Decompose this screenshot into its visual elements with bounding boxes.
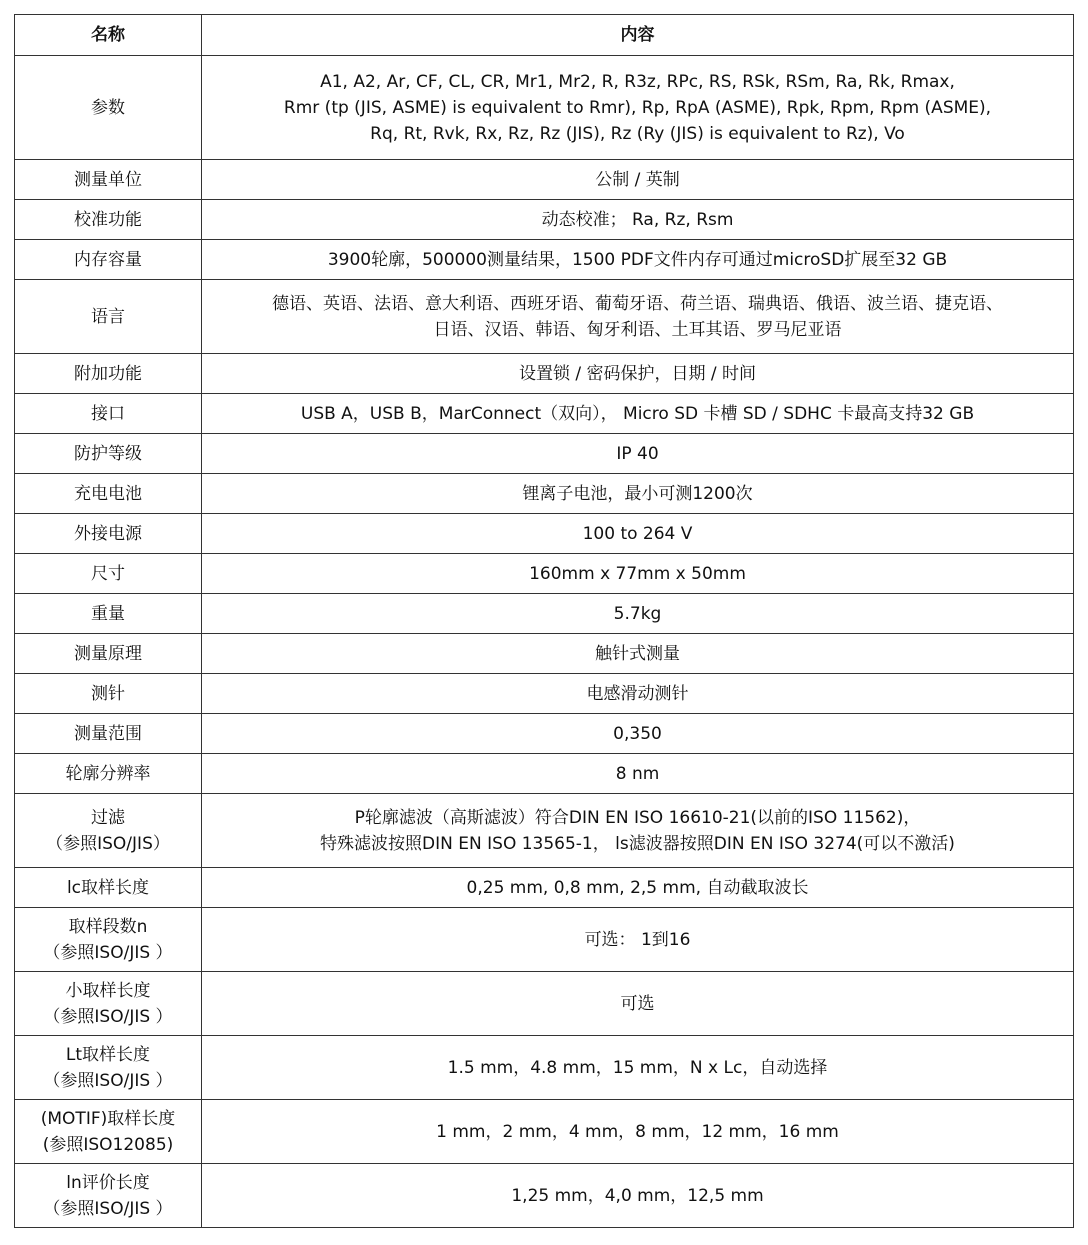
row-content-line: 动态校准； Ra, Rz, Rsm xyxy=(541,209,734,230)
table-row xyxy=(15,1100,1074,1164)
row-content-line: 8 nm xyxy=(615,763,660,784)
row-content-line: A1, A2, Ar, CF, CL, CR, Mr1, Mr2, R, R3z, RPc, RS, RSk, RSm, Ra, Rk, Rmax, xyxy=(320,71,955,92)
row-name-line: 取样段数n xyxy=(68,916,148,937)
row-name-line: 接口 xyxy=(91,403,125,424)
row-name-line: ln评价长度 xyxy=(66,1172,150,1193)
spec-table xyxy=(14,14,1074,1228)
row-name-line: （参照ISO/JIS ） xyxy=(43,1006,173,1027)
row-name-cell xyxy=(15,354,202,394)
row-content-line: 可选： 1到16 xyxy=(584,929,691,950)
row-content-line: 锂离子电池，最小可测1200次 xyxy=(522,483,753,504)
row-content-line: 设置锁 / 密码保护，日期 / 时间 xyxy=(518,363,757,384)
row-content-cell xyxy=(202,754,1074,794)
table-row xyxy=(15,434,1074,474)
row-content-cell xyxy=(202,280,1074,354)
spec-table-wrapper xyxy=(14,14,1074,1228)
row-name-cell xyxy=(15,280,202,354)
row-name-line: 轮廓分辨率 xyxy=(65,763,151,784)
row-name-cell xyxy=(15,754,202,794)
table-row xyxy=(15,714,1074,754)
table-row xyxy=(15,1036,1074,1100)
row-name-cell xyxy=(15,972,202,1036)
row-content-line: 0,25 mm, 0,8 mm, 2,5 mm, 自动截取波长 xyxy=(466,877,809,898)
row-name-cell xyxy=(15,160,202,200)
row-content-cell xyxy=(202,56,1074,160)
row-name-cell xyxy=(15,594,202,634)
row-name-line: 语言 xyxy=(91,306,125,327)
row-name-line: 测量单位 xyxy=(74,169,142,190)
row-content-line: 德语、英语、法语、意大利语、西班牙语、葡萄牙语、荷兰语、瑞典语、俄语、波兰语、捷克语、 xyxy=(272,293,1003,314)
row-content-line: Rmr (tp (JIS, ASME) is equivalent to Rmr), Rp, RpA (ASME), Rpk, Rpm, Rpm (ASME), xyxy=(283,97,992,118)
row-content-cell xyxy=(202,434,1074,474)
row-name-line: （参照ISO/JIS ） xyxy=(43,1198,173,1219)
row-content-cell xyxy=(202,972,1074,1036)
header-name-cell: 名称 xyxy=(15,15,202,56)
row-name-cell xyxy=(15,200,202,240)
row-content-cell xyxy=(202,474,1074,514)
row-name-cell xyxy=(15,240,202,280)
row-name-cell xyxy=(15,56,202,160)
row-name-cell xyxy=(15,394,202,434)
row-name-line: （参照ISO/JIS ） xyxy=(43,942,173,963)
row-name-line: 测量范围 xyxy=(74,723,142,744)
table-row xyxy=(15,56,1074,160)
table-row xyxy=(15,794,1074,868)
row-content-cell xyxy=(202,514,1074,554)
row-content-cell xyxy=(202,394,1074,434)
table-row xyxy=(15,514,1074,554)
row-name-cell xyxy=(15,434,202,474)
row-content-line: 日语、汉语、韩语、匈牙利语、土耳其语、罗马尼亚语 xyxy=(433,319,842,340)
row-name-line: 校准功能 xyxy=(74,209,142,230)
row-content-cell xyxy=(202,160,1074,200)
row-name-line: 重量 xyxy=(91,603,125,624)
row-content-line: 可选 xyxy=(620,993,655,1014)
row-name-cell xyxy=(15,908,202,972)
row-content-line: 5.7kg xyxy=(613,603,662,624)
row-name-line: 外接电源 xyxy=(74,523,142,544)
table-row xyxy=(15,868,1074,908)
row-name-line: 防护等级 xyxy=(74,443,142,464)
row-content-cell xyxy=(202,1036,1074,1100)
row-name-line: 参数 xyxy=(91,97,125,118)
row-content-line: 公制 / 英制 xyxy=(595,169,680,190)
row-name-cell xyxy=(15,474,202,514)
table-row xyxy=(15,240,1074,280)
row-content-cell xyxy=(202,594,1074,634)
row-name-line: 过滤 xyxy=(91,807,125,828)
row-content-line: 3900轮廓，500000测量结果，1500 PDF文件内存可通过microSD扩展至32 GB xyxy=(327,249,948,270)
row-content-line: 160mm x 77mm x 50mm xyxy=(529,563,746,584)
row-name-line: 尺寸 xyxy=(91,563,125,584)
row-content-cell xyxy=(202,868,1074,908)
table-row xyxy=(15,908,1074,972)
row-name-cell xyxy=(15,868,202,908)
row-content-cell xyxy=(202,1164,1074,1228)
row-name-line: Lt取样长度 xyxy=(65,1044,151,1065)
row-name-cell xyxy=(15,554,202,594)
row-content-cell xyxy=(202,714,1074,754)
row-name-line: 内存容量 xyxy=(74,249,142,270)
row-name-cell xyxy=(15,1164,202,1228)
row-content-line: 1.5 mm，4.8 mm，15 mm，N x Lc，自动选择 xyxy=(447,1057,828,1078)
table-row xyxy=(15,1164,1074,1228)
row-content-line: IP 40 xyxy=(616,443,659,464)
row-content-cell xyxy=(202,554,1074,594)
table-row xyxy=(15,634,1074,674)
row-name-cell xyxy=(15,714,202,754)
row-content-line: Rq, Rt, Rvk, Rx, Rz, Rz (JIS), Rz (Ry (JIS) is equivalent to Rz), Vo xyxy=(370,123,905,144)
header-row xyxy=(15,15,1074,56)
row-name-line: （参照ISO/JIS） xyxy=(46,833,170,854)
row-name-line: (MOTIF)取样长度 xyxy=(40,1108,176,1129)
row-name-line: 充电电池 xyxy=(74,483,142,504)
row-content-cell xyxy=(202,240,1074,280)
row-content-line: 1 mm，2 mm，4 mm，8 mm，12 mm，16 mm xyxy=(436,1121,839,1142)
row-name-cell xyxy=(15,1100,202,1164)
row-name-line: lc取样长度 xyxy=(66,877,150,898)
row-content-cell xyxy=(202,1100,1074,1164)
row-content-line: 100 to 264 V xyxy=(582,523,693,544)
table-row xyxy=(15,280,1074,354)
row-name-cell xyxy=(15,634,202,674)
table-row xyxy=(15,554,1074,594)
row-content-cell xyxy=(202,674,1074,714)
row-name-cell xyxy=(15,674,202,714)
row-content-line: 触针式测量 xyxy=(595,643,680,664)
row-name-line: 测针 xyxy=(91,683,125,704)
row-content-cell xyxy=(202,200,1074,240)
row-name-cell xyxy=(15,794,202,868)
table-row xyxy=(15,160,1074,200)
row-content-cell xyxy=(202,354,1074,394)
table-row xyxy=(15,200,1074,240)
row-content-line: P轮廓滤波（高斯滤波）符合DIN EN ISO 16610-21(以前的ISO 11562)， xyxy=(354,807,921,828)
row-content-line: 1,25 mm，4,0 mm，12,5 mm xyxy=(511,1185,764,1206)
row-name-line: 小取样长度 xyxy=(65,980,151,1001)
row-content-line: 0,350 xyxy=(613,723,662,744)
table-row xyxy=(15,394,1074,434)
table-row xyxy=(15,354,1074,394)
row-content-cell xyxy=(202,634,1074,674)
table-row xyxy=(15,674,1074,714)
row-content-cell xyxy=(202,794,1074,868)
row-name-line: (参照ISO12085) xyxy=(42,1134,174,1155)
table-row xyxy=(15,972,1074,1036)
row-name-cell xyxy=(15,514,202,554)
table-row xyxy=(15,474,1074,514)
row-name-cell xyxy=(15,1036,202,1100)
table-row xyxy=(15,594,1074,634)
row-content-line: 电感滑动测针 xyxy=(586,683,689,704)
row-name-line: 附加功能 xyxy=(74,363,142,384)
header-content-cell: 内容 xyxy=(202,15,1074,56)
row-content-line: 特殊滤波按照DIN EN ISO 13565-1， ls滤波器按照DIN EN ISO 3274(可以不激活) xyxy=(320,833,955,854)
row-name-line: 测量原理 xyxy=(74,643,142,664)
table-row xyxy=(15,754,1074,794)
row-name-line: （参照ISO/JIS ） xyxy=(43,1070,173,1091)
row-content-line: USB A，USB B，MarConnect（双向）， Micro SD 卡槽 SD / SDHC 卡最高支持32 GB xyxy=(300,403,975,424)
row-content-cell xyxy=(202,908,1074,972)
